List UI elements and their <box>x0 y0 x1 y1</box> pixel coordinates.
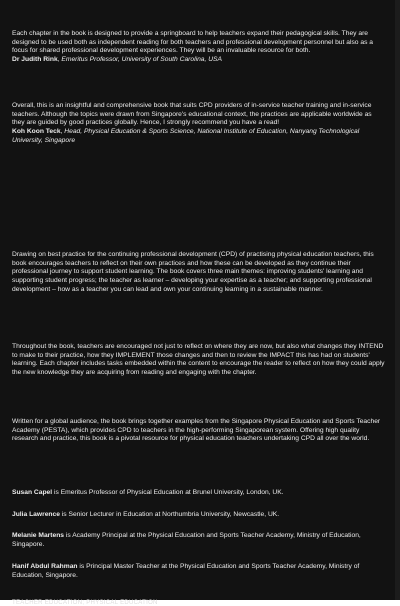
endorsement-2: Overall, this is an insightful and comprehensive book that suits CPD providers of in-service teacher training and in-service teachers. Although the topics were drawn from Singapore's educational context, the practices are applicable worldwide as they are guided by good practices globally. Hence, I strongly recommend you have a read! Koh Koon Teck, Head, Physical Education & Sports Science, National Institute of Education, Nanyang Technological University, Singapore <box>12 102 386 146</box>
endorsement-text: Overall, this is an insightful and comprehensive book that suits CPD providers of in-service teacher training and in-service teachers. Although the topics were drawn from Singapore's educational context, the practices are applicable worldwide as they are guided by good practices globally. Hence, I strongly recommend you have a read! <box>12 102 372 127</box>
author-description: is Principal Master Teacher at the Physical Education and Sports Teacher Academy, Ministry of Education, Singapore. <box>12 563 360 579</box>
endorser-name: Dr Judith Rink <box>12 56 58 64</box>
author-bio <box>12 563 386 580</box>
author-name: Julia Lawrence <box>12 511 60 518</box>
author-bio <box>12 511 386 520</box>
author-bio <box>12 532 386 549</box>
author-name: Hanif Abdul Rahman <box>12 563 78 570</box>
author-description: is Emeritus Professor of Physical Education at Brunel University, London, UK. <box>54 489 284 496</box>
author-name: Susan Capel <box>12 489 53 496</box>
author-name: Melanie Martens <box>12 532 65 539</box>
spine-edge <box>395 0 400 600</box>
endorsement-text: Each chapter in the book is designed to provide a springboard to help teachers expand their pedagogical skills. They are designed to be used both as independent reading for both teachers and professional development personnel but also as a focus for shared professional development experiences. They will be an invaluable resource for both. <box>12 30 374 55</box>
description-paragraph-1: Drawing on best practice for the continuing professional development (CPD) of practising physical education teachers, this book encourages teachers to reflect on their own practices and how these can be developed as they continue their professional journey to support student learning. The book covers three main themes: improving students' learning and supporting student progress; the teacher as learner – developing your expertise as a teacher; and supporting professional development – how as a teacher you can lead and own your continuing learning in a sustainable manner. <box>12 251 374 293</box>
endorser-role: Head, Physical Education & Sports Science, National Institute of Education, Nanyang Technological University, Singapore <box>12 128 360 144</box>
endorsement-1: Each chapter in the book is designed to provide a springboard to help teachers expand their pedagogical skills. They are designed to be used both as independent reading for both teachers and professional development personnel but also as a focus for shared professional development experiences. They will be an invaluable resource for both. Dr Judith Rink, Emeritus Professor, University of South Carolina, USA <box>12 30 386 65</box>
author-bio <box>12 489 386 498</box>
description-paragraph-3: Written for a global audience, the book brings together examples from the Singapore Physical Education and Sports Teacher Academy (PESTA), which provides CPD to teachers in the high-performing Singaporean system. Offering high quality research and practice, this book is a pivotal resource for physical education teachers undertaking CPD all over the world. <box>12 418 381 443</box>
description-paragraph-2: Throughout the book, teachers are encouraged not just to reflect on where they are now, but also what changes they INTEND to make to their practice, how they IMPLEMENT those changes and then to review the IMPACT this has had on students' learning. Each chapter includes tasks embedded within the content to encourage the reader to reflect on how they could apply the new knowledge they are acquiring from reading and engaging with the chapter. <box>12 343 385 377</box>
subject-category: TEACHER EDUCATION; PHYSICAL EDUCATION <box>12 600 158 606</box>
author-description: is Senior Lecturer in Education at Northumbria University, Newcastle, UK. <box>61 511 280 518</box>
author-description: is Academy Principal at the Physical Education and Sports Teacher Academy, Ministry of Education, Singapore. <box>12 532 361 548</box>
endorser-name: Koh Koon Teck <box>12 128 61 136</box>
endorser-role: Emeritus Professor, University of South Carolina, USA <box>61 56 222 64</box>
